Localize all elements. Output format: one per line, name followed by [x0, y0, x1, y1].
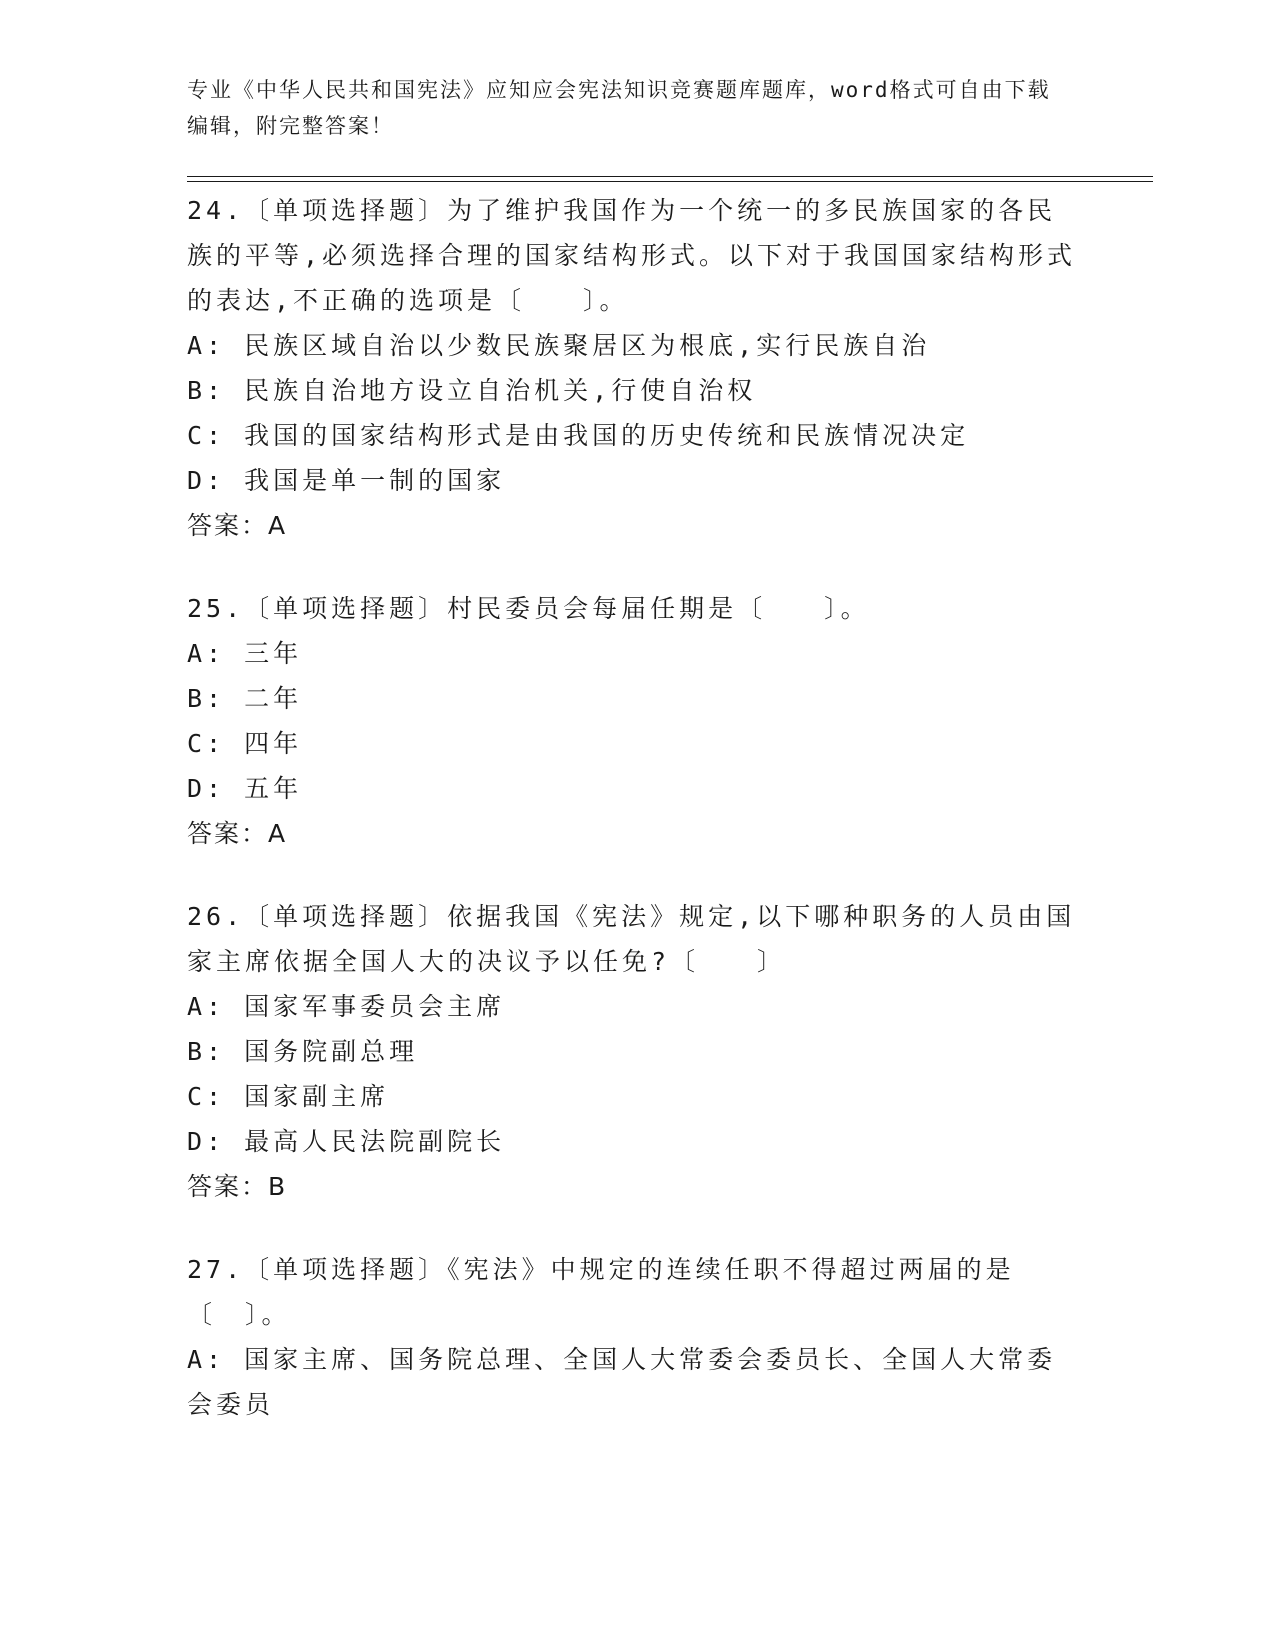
question-stem: 25.〔单项选择题〕村民委员会每届任期是〔 〕。 [187, 594, 870, 623]
question-stem: 26.〔单项选择题〕依据我国《宪法》规定,以下哪种职务的人员由国家主席依据全国人大的决议予以任免?〔 〕 [187, 902, 1076, 976]
answer: 答案：A [187, 511, 288, 540]
question-stem: 24.〔单项选择题〕为了维护我国作为一个统一的多民族国家的各民族的平等,必须选择合理的国家结构形式。以下对于我国国家结构形式的表达,不正确的选项是〔 〕。 [187, 196, 1077, 315]
question-24 [187, 188, 1077, 548]
option-b: B: 民族自治地方设立自治机关,行使自治权 [187, 376, 757, 405]
header-divider-top [187, 176, 1153, 177]
question-26 [187, 894, 1077, 1209]
option-d: D: 最高人民法院副院长 [187, 1127, 506, 1156]
question-list [187, 188, 1077, 1465]
question-27 [187, 1247, 1077, 1427]
option-d: D: 我国是单一制的国家 [187, 466, 506, 495]
question-stem: 27.〔单项选择题〕《宪法》中规定的连续任职不得超过两届的是〔 〕。 [187, 1255, 1015, 1329]
answer: 答案：A [187, 819, 288, 848]
option-c: C: 国家副主席 [187, 1082, 390, 1111]
option-b: B: 二年 [187, 684, 303, 713]
option-c: C: 四年 [187, 729, 303, 758]
option-a: A: 三年 [187, 639, 303, 668]
option-a: A: 国家军事委员会主席 [187, 992, 506, 1021]
option-a: A: 国家主席、国务院总理、全国人大常委会委员长、全国人大常委会委员 [187, 1345, 1057, 1419]
option-c: C: 我国的国家结构形式是由我国的历史传统和民族情况决定 [187, 421, 970, 450]
option-d: D: 五年 [187, 774, 303, 803]
answer: 答案：B [187, 1172, 288, 1201]
option-b: B: 国务院副总理 [187, 1037, 419, 1066]
question-25 [187, 586, 1077, 856]
document-header: 专业《中华人民共和国宪法》应知应会宪法知识竞赛题库题库，word格式可自由下载编辑，附完整答案！ [187, 78, 1051, 138]
header-divider-bottom [187, 181, 1153, 182]
option-a: A: 民族区域自治以少数民族聚居区为根底,实行民族自治 [187, 331, 931, 360]
